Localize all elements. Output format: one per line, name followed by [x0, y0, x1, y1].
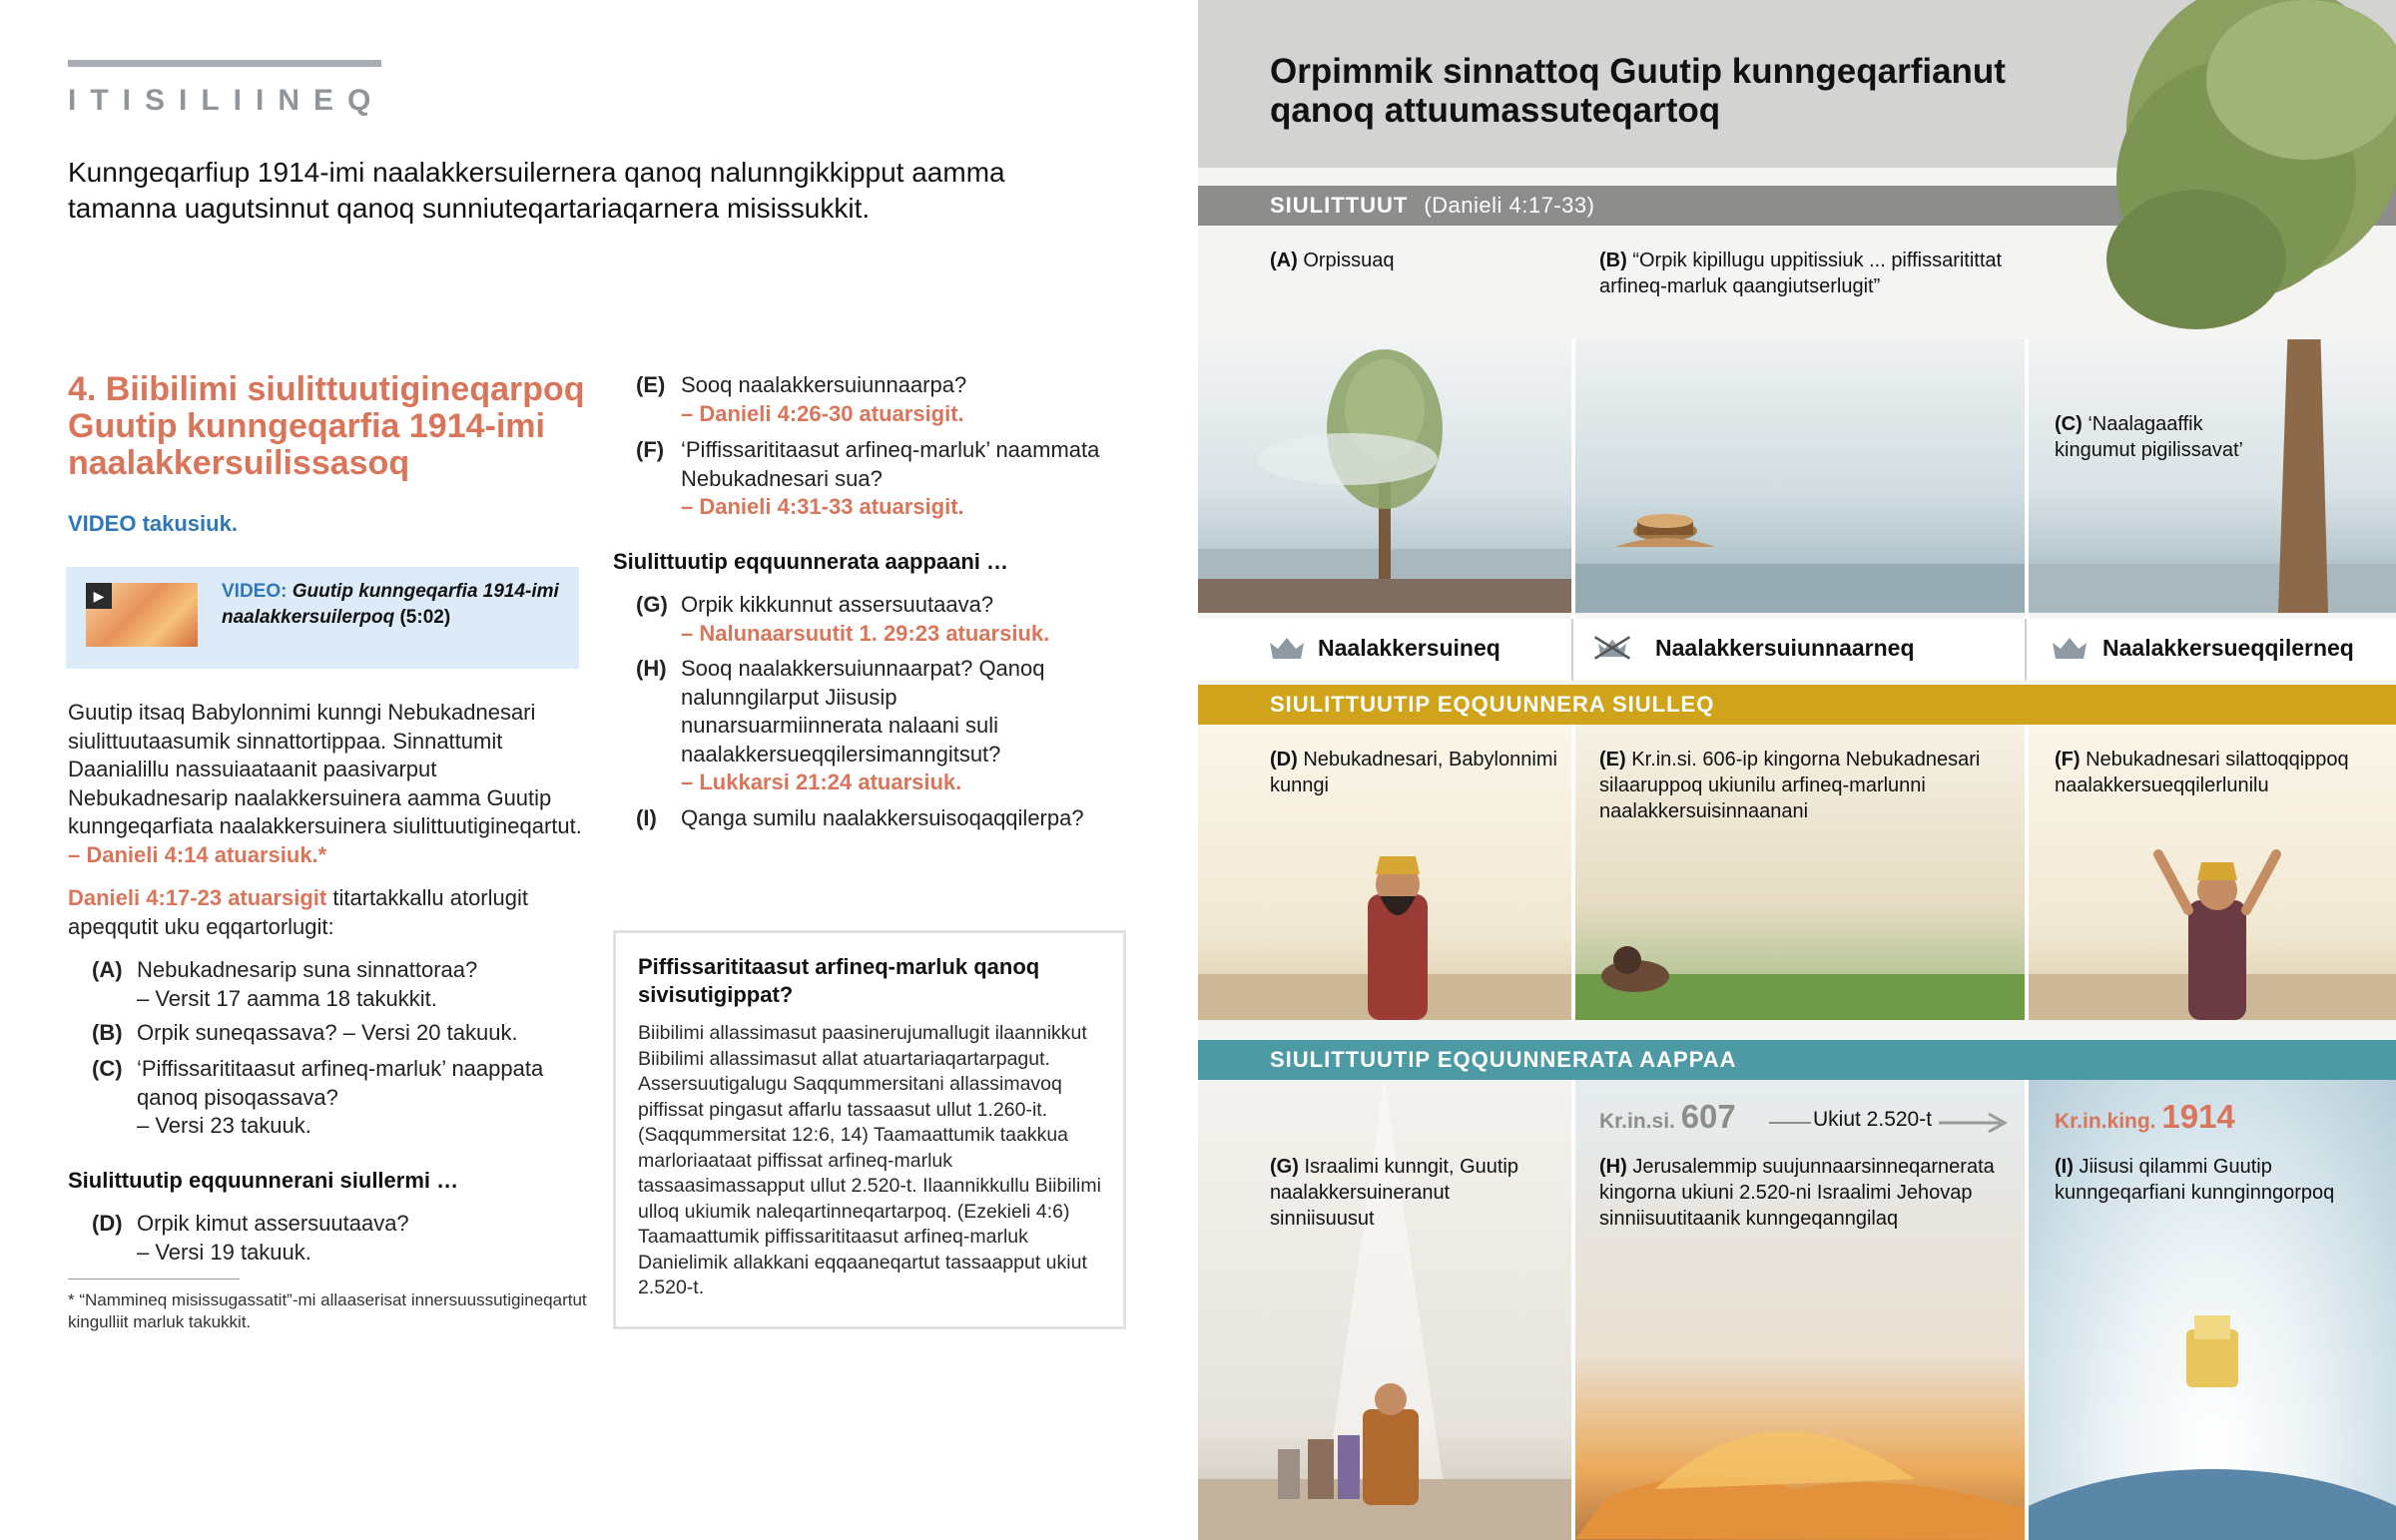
subheading-second-fulfillment: Siulittuutip eqquunnerata aappaani …: [613, 549, 1009, 574]
crown-icon: [1268, 635, 1306, 661]
question-text: Sooq naalakkersuiunnaarpa?: [681, 372, 967, 397]
lesson-point-title: 4. Biibilimi siulittuutigineqarpoq Guutip kunngeqarfia 1914-imi naalakkersuilissasoq: [68, 370, 585, 482]
question-a: [92, 956, 561, 1013]
intro-paragraph: Kunngeqarfiup 1914-imi naalakkersuilernera qanoq nalunngikkipput aamma tamanna uagutsinnut qanoq sunniuteqartariaqarnera misissukkit.: [68, 157, 1005, 224]
discussion-intro: [68, 884, 587, 941]
section-header: ITISILIINEQ: [68, 84, 385, 117]
header-rule: [68, 60, 381, 67]
caption-key: (D): [1270, 749, 1298, 770]
question-key: (B): [92, 1020, 123, 1045]
caption-text: Nebukadnesari silattoqqippoq naalakkersueqqilerlunilu: [2055, 749, 2349, 796]
question-ref: – Versi 23 takuuk.: [137, 1113, 311, 1138]
question-text: Qanga sumilu naalakkersuisoqaqqilerpa?: [681, 805, 1084, 830]
play-icon[interactable]: ▶: [86, 583, 112, 609]
scene-jesus-king: [2029, 1080, 2396, 1540]
scene-great-tree: [1198, 339, 1571, 613]
caption-key: (C): [2055, 413, 2083, 435]
footnote-rule: [68, 1279, 240, 1280]
video-card[interactable]: [66, 567, 579, 669]
question-text: Nebukadnesarip suna sinnattoraa?: [137, 957, 478, 982]
tree-illustration: [1198, 339, 1571, 613]
throne-illustration: [2029, 1080, 2396, 1540]
caption-text: Israalimi kunngit, Guutip naalakkersuineranut sinniisuusut: [1270, 1156, 1518, 1230]
band-first-fulfillment: SIULITTUUTIP EQQUUNNERA SIULLEQ: [1198, 685, 2396, 725]
body-text: Guutip itsaq Babylonnimi kunngi Nebukadnesari siulittuutaasumik sinnattortippaa. Sinnattumit Daanialillu nassuiaataanit paasivarput Nebukadnesarip naalakkersuinera aamma Guutip kunngeqarfiata naalakkersuinera siulittuutigineqartut.: [68, 700, 582, 838]
arrow-right-icon: [1939, 1112, 2009, 1134]
timeline-line: [1769, 1122, 1811, 1124]
question-f: [636, 436, 1135, 522]
caption-text: Kr.in.si. 606-ip kingorna Nebukadnesari silaaruppoq ukiunilu arfineq-marlunni naalakkersuisinnaanani: [1599, 749, 1981, 822]
question-key: (E): [636, 372, 666, 397]
caption-key: (F): [2055, 749, 2081, 770]
stump-illustration: [1575, 339, 2025, 613]
caption-key: (G): [1270, 1156, 1299, 1178]
scene-regrown-tree: [2029, 339, 2396, 613]
column-divider: [1571, 619, 1573, 681]
scene-cut-tree: [1575, 339, 2025, 613]
video-link-text[interactable]: [222, 579, 561, 631]
timeline-end: [2055, 1098, 2235, 1136]
question-g: [636, 591, 1115, 648]
caption-i: [2055, 1154, 2364, 1206]
caption-key: (I): [2055, 1156, 2074, 1178]
column-divider: [2025, 619, 2027, 681]
caption-text: Jerusalemmip suujunnaarsinneqarnerata kingorna ukiuni 2.520-ni Israalimi Jehovap sinniisuutitaanik kunngeqanngilaq: [1599, 1156, 1995, 1230]
question-ref: – Versit 17 aamma 18 takukkit.: [137, 985, 437, 1011]
video-title: Guutip kunngeqarfia 1914-imi naalakkersuilerpoq: [222, 581, 559, 628]
question-h: [636, 655, 1095, 797]
kings-illustration: [1198, 1080, 1571, 1540]
caption-key: (B): [1599, 250, 1627, 271]
question-key: (G): [636, 592, 668, 617]
caption-d: [1270, 747, 1559, 798]
question-key: (C): [92, 1056, 123, 1081]
question-b: [92, 1019, 561, 1048]
caption-g: [1270, 1154, 1549, 1232]
scripture-link[interactable]: – Danieli 4:31-33 atuarsigit.: [681, 494, 964, 519]
timeline-end-prefix: Kr.in.king.: [2055, 1110, 2156, 1133]
timeline-start: [1599, 1098, 1736, 1136]
video-duration: (5:02): [399, 607, 451, 628]
illustration-page: [1198, 0, 2396, 1540]
band-ref: (Danieli 4:17-33): [1424, 193, 1595, 218]
timeline-end-year: 1914: [2161, 1098, 2235, 1135]
question-e: [636, 371, 1135, 428]
band-second-fulfillment: SIULITTUUTIP EQQUUNNERATA AAPPAA: [1198, 1040, 2396, 1080]
question-c: [92, 1055, 561, 1141]
scene-kings-of-israel: [1198, 1080, 1571, 1540]
video-prefix: VIDEO:: [222, 581, 288, 602]
fire-illustration: [1575, 1080, 2025, 1540]
caption-key: (A): [1270, 250, 1298, 271]
timeline-start-prefix: Kr.in.si.: [1599, 1110, 1675, 1133]
tree-crown-illustration: [2106, 0, 2396, 359]
info-box: [613, 930, 1126, 1329]
scripture-link[interactable]: – Danieli 4:14 atuarsiuk.*: [68, 841, 327, 867]
info-box-body: Biibilimi allassimasut paasinerujumallugit ilaannikkut Biibilimi allassimasut allat atuartariaqartarpagut. Assersuutigalugu Saqqummersitani allassimavoq piffissat pingasut affarlu tassaasut ullut 1.260-it. (Saqqummersitat 12:6, 14) Taamaattumik taakkua marloriaataat piffissat arfineq-marluk tassaasimassapput ullut 2.520-t. Ilaannikkullu Biibilimi ulloq ukiumik naleqartinneqartarpoq. (Ezekieli 4:6) Taamaattumik piffissarititaasut arfineq-marluk Danielimik allakkani eqqaaneqartut tassaapput ukiut 2.520-t.: [638, 1022, 1101, 1298]
question-ref: – Versi 19 takuuk.: [137, 1239, 311, 1265]
question-text: Sooq naalakkersuiunnaarpat? Qanoq nalunngilarput Jiisusip nunarsuarmiinnerata nalaani suli naalakkersueqqilersimanngitsut?: [681, 656, 1045, 767]
scripture-link[interactable]: – Danieli 4:26-30 atuarsigit.: [681, 400, 964, 426]
info-box-title: Piffissarititaasut arfineq-marluk qanoq sivisutigippat?: [638, 954, 1040, 1007]
caption-key: (E): [1599, 749, 1626, 770]
kingship-row: [1198, 619, 2396, 681]
crossed-crown-icon: [1593, 635, 1631, 661]
body-paragraph: [68, 699, 587, 869]
kingship-rule: Naalakkersuineq: [1318, 635, 1500, 661]
question-text: ‘Piffissarititaasut arfineq-marluk’ naammata Nebukadnesari sua?: [681, 437, 1100, 491]
crown-icon: [2051, 635, 2089, 661]
question-text: Orpik kikkunnut assersuutaava?: [681, 592, 994, 617]
caption-text: “Orpik kipillugu uppitissiuk ... piffissaritittat arfineq-marluk qaangiutserlugit”: [1599, 250, 2003, 297]
caption-h: [1599, 1154, 1999, 1232]
question-key: (I): [636, 805, 657, 830]
question-key: (F): [636, 437, 665, 462]
caption-f: [2055, 747, 2374, 798]
caption-a: [1270, 248, 1549, 273]
scripture-link[interactable]: – Lukkarsi 21:24 atuarsiuk.: [681, 770, 962, 794]
caption-text: ‘Naalagaaffik kingumut pigilissavat’: [2055, 413, 2243, 461]
discussion-intro-text: titartakkallu atorlugit apeqqutit uku eqqartorlugit:: [68, 885, 528, 939]
band-label: SIULITTUUT: [1270, 193, 1409, 218]
video-thumbnail[interactable]: [86, 583, 198, 647]
caption-e: [1599, 747, 1989, 824]
question-key: (A): [92, 957, 123, 982]
caption-text: Jiisusi qilammi Guutip kunngeqarfiani kunnginngorpoq: [2055, 1156, 2335, 1204]
caption-b: [1599, 248, 2019, 299]
kingship-restored: Naalakkersueqqilerneq: [2102, 635, 2354, 661]
footnote: * “Nammineq misissugassatit”-mi allaaserisat innersuussutigineqartut kingulliit marluk takukkit.: [68, 1290, 587, 1331]
grown-tree-illustration: [2029, 339, 2396, 613]
question-d: [92, 1210, 561, 1267]
timeline-span: Ukiut 2.520-t: [1813, 1108, 1933, 1131]
scene-jerusalem-destroyed: [1575, 1080, 2025, 1540]
scripture-link[interactable]: – Nalunaarsuutit 1. 29:23 atuarsiuk.: [681, 620, 1050, 646]
timeline-start-year: 607: [1680, 1098, 1736, 1135]
question-text: ‘Piffissarititaasut arfineq-marluk’ naappata qanoq pisoqassava?: [137, 1056, 544, 1110]
caption-key: (H): [1599, 1156, 1627, 1178]
subheading-first-fulfillment: Siulittuutip eqquunnerani siullermi …: [68, 1168, 459, 1193]
kingship-interrupted: Naalakkersuiunnaarneq: [1655, 635, 1915, 661]
caption-c: [2055, 411, 2254, 463]
video-instruction: VIDEO takusiuk.: [68, 511, 238, 536]
caption-text: Nebukadnesari, Babylonnimi kunngi: [1270, 749, 1557, 796]
caption-text: Orpissuaq: [1303, 250, 1395, 271]
question-key: (H): [636, 656, 667, 681]
question-text: Orpik suneqassava? – Versi 20 takuuk.: [137, 1020, 518, 1045]
illustration-title: Orpimmik sinnattoq Guutip kunngeqarfianut qanoq attuumassuteqartoq: [1270, 52, 2006, 130]
question-key: (D): [92, 1211, 123, 1236]
question-i: [636, 804, 1135, 833]
scripture-link[interactable]: Danieli 4:17-23 atuarsigit: [68, 885, 327, 910]
question-text: Orpik kimut assersuutaava?: [137, 1211, 409, 1236]
